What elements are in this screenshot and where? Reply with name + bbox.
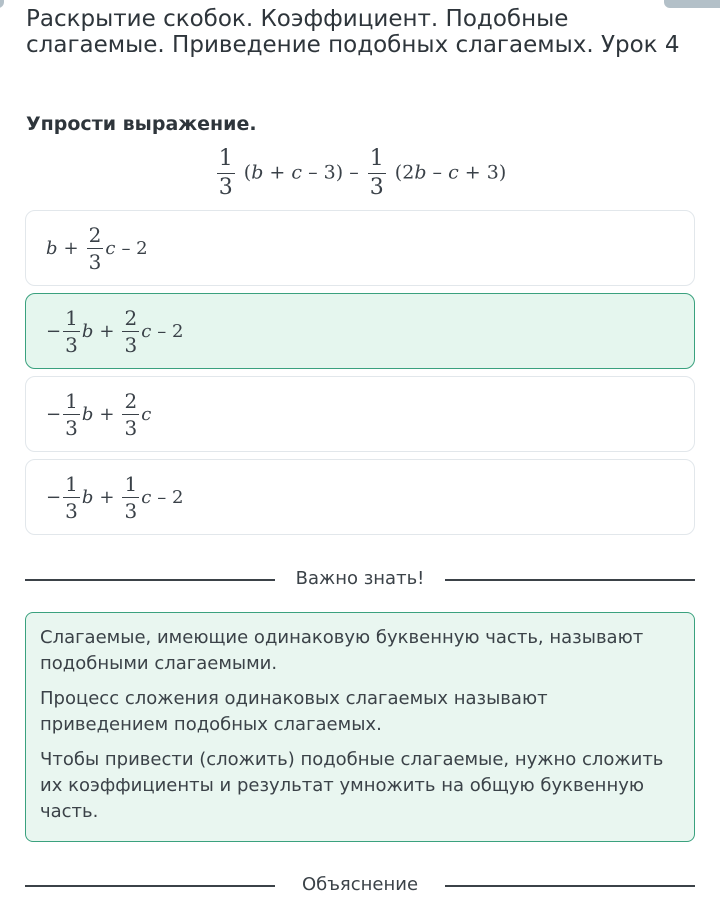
lesson-title: Раскрытие скобок. Коэффициент. Подобные слагаемые. Приведение подобных слагаемых. Урок 4 xyxy=(26,6,680,58)
explanation-divider[interactable] xyxy=(25,874,695,898)
fraction-one-third: $\frac{1}{3}$ xyxy=(218,146,233,200)
answer-option-3[interactable]: − $\frac{1}{3}$ b + $\frac{2}{3}$ c xyxy=(25,376,695,452)
explanation-label[interactable]: Объяснение xyxy=(301,874,419,895)
important-divider xyxy=(25,568,695,592)
answer-option-2-correct[interactable]: − $\frac{1}{3}$ b + $\frac{2}{3}$ c – 2 xyxy=(25,293,695,369)
info-paragraph-3: Чтобы привести (сложить) подобные слагаемые, нужно сложить их коэффициенты и результат умножить на общую буквенную часть. xyxy=(40,749,664,822)
fraction-one-third-second: $\frac{1}{3}$ xyxy=(369,146,384,200)
important-label: Важно знать! xyxy=(295,568,425,589)
info-paragraph-2: Процесс сложения одинаковых слагаемых называют приведением подобных слагаемых. xyxy=(40,688,548,735)
answer-option-4[interactable]: − $\frac{1}{3}$ b + $\frac{1}{3}$ c – 2 xyxy=(25,459,695,535)
answer-option-1[interactable]: b + $\frac{2}{3}$ c – 2 xyxy=(25,210,695,286)
top-left-tab xyxy=(0,0,4,8)
task-expression: $\frac{1}{3}$ (b + c – 3) – $\frac{1}{3}$ (2b – c + 3) xyxy=(218,146,507,200)
task-prompt: Упрости выражение. xyxy=(26,113,257,135)
info-paragraph-1: Слагаемые, имеющие одинаковую буквенную часть, называют подобными слагаемыми. xyxy=(40,627,644,674)
important-info-box xyxy=(25,612,695,842)
